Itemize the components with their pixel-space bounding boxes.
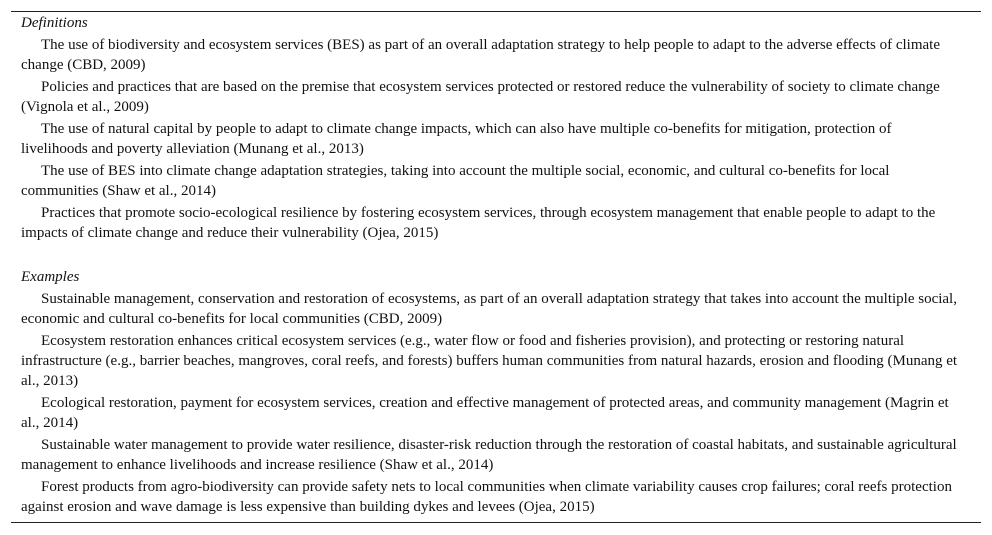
example-entry: Forest products from agro-biodiversity can provide safety nets to local communities when climate variability causes crop failures; coral reefs protection against erosion and wave damage is less expensive than building dykes and levees (Ojea, 2015) [21,479,952,515]
example-entry: Sustainable management, conservation and restoration of ecosystems, as part of an overall adaptation strategy that takes into account the multiple social, economic and cultural co-benefits for local communities (CBD, 2009) [21,291,957,327]
definition-entry: Policies and practices that are based on the premise that ecosystem services protected or restored reduce the vulnerability of society to climate change (Vignola et al., 2009) [21,79,940,115]
definition-entry: The use of biodiversity and ecosystem services (BES) as part of an overall adaptation strategy to help people to adapt to the adverse effects of climate change (CBD, 2009) [21,37,941,73]
definition-entry: Practices that promote socio-ecological resilience by fostering ecosystem services, through ecosystem management that enable people to adapt to the impacts of climate change and reduce their vulnerability (Ojea, 2015) [21,205,936,241]
example-entry: Ecological restoration, payment for ecosystem services, creation and effective management of protected areas, and community management (Magrin et al., 2014) [21,395,949,431]
section-heading-definitions: Definitions [21,15,88,31]
example-entry: Sustainable water management to provide water resilience, disaster-risk reduction through the restoration of coastal habitats, and sustainable agricultural management to enhance livelihoods and increase resilience (Shaw et al., 2014) [21,437,957,473]
section-heading-examples: Examples [21,269,80,285]
definition-entry: The use of BES into climate change adaptation strategies, taking into account the multiple social, economic, and cultural co-benefits for local communities (Shaw et al., 2014) [21,163,890,199]
example-entry: Ecosystem restoration enhances critical ecosystem services (e.g., water flow or food and fisheries provision), and protecting or restoring natural infrastructure (e.g., barrier beaches, mangroves, coral reefs, and forests) buffers human communities from natural hazards, erosion and flooding (Munang et al., 2013) [21,333,958,389]
definition-entry: The use of natural capital by people to adapt to climate change impacts, which can also have multiple co-benefits for mitigation, protection of livelihoods and poverty alleviation (Munang et al., 2013) [21,121,892,157]
